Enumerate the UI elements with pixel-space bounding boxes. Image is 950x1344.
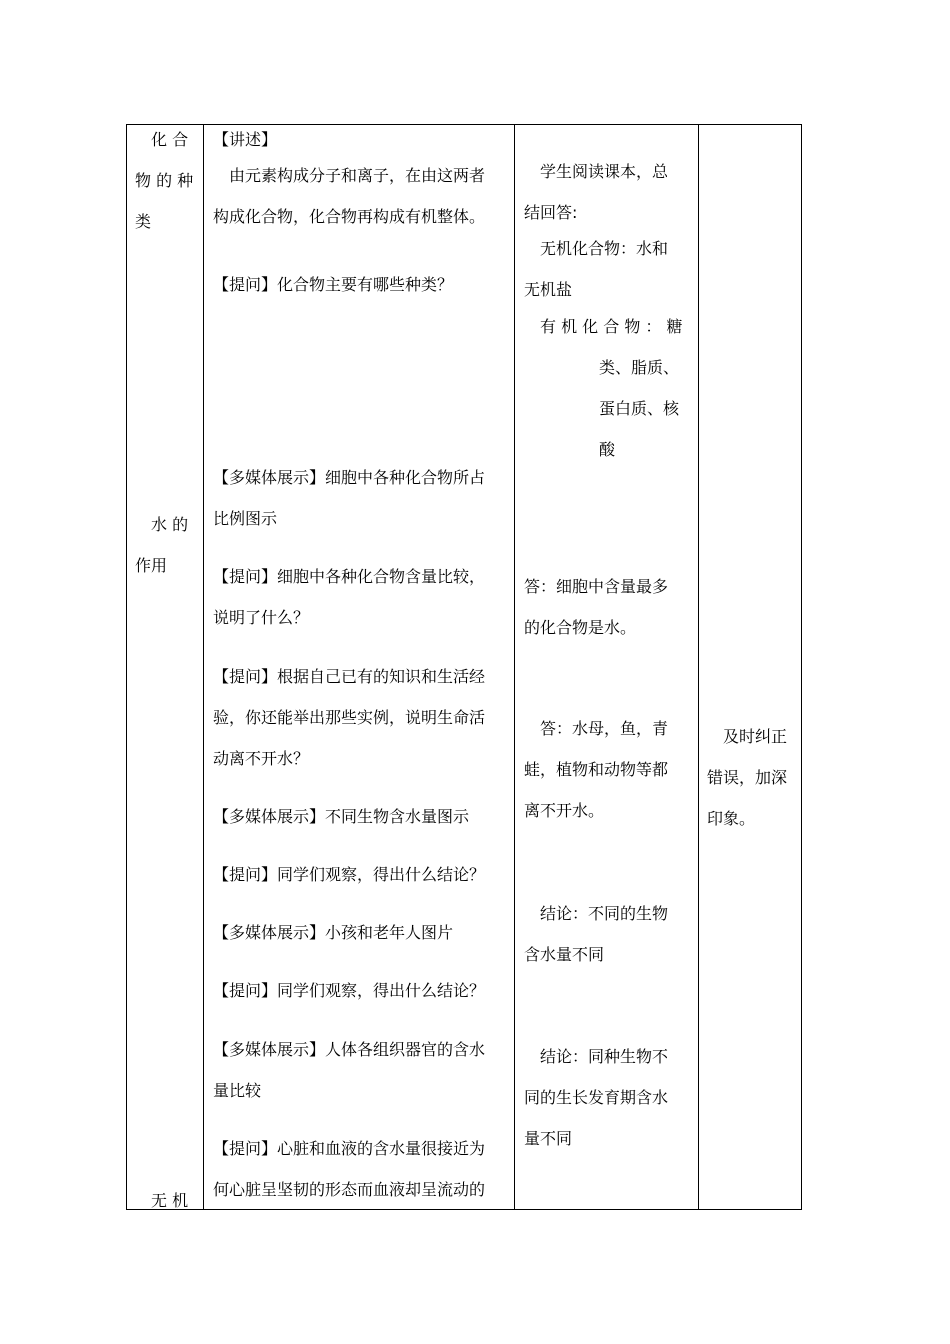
teacher-text: 【多媒体展示】不同生物含水量图示: [213, 807, 470, 826]
topic-label: 化 合: [151, 130, 189, 149]
teacher-text: 【提问】心脏和血液的含水量很接近为: [213, 1139, 486, 1158]
teacher-text: 【多媒体展示】小孩和老年人图片: [213, 923, 454, 942]
teacher-text: 比例图示: [213, 509, 278, 528]
student-text: 离不开水。: [524, 801, 605, 820]
teacher-text: 【提问】细胞中各种化合物含量比较，: [213, 567, 486, 586]
student-text: 结回答:: [524, 203, 578, 222]
student-text: 量不同: [524, 1129, 573, 1148]
teacher-text: 【提问】同学们观察，得出什么结论？: [213, 981, 486, 1000]
column-divider: [203, 125, 204, 1209]
student-text: 学生阅读课本，总: [540, 162, 669, 181]
intent-text: 错误，加深: [707, 768, 788, 787]
topic-label: 作用: [135, 556, 168, 575]
topic-label: 物 的 种: [135, 171, 194, 190]
teacher-text: 何心脏呈坚韧的形态而血液却呈流动的: [213, 1180, 486, 1199]
teacher-text: 构成化合物，化合物再构成有机整体。: [213, 207, 486, 226]
student-text: 答：细胞中含量最多: [524, 577, 669, 596]
student-text: 酸: [599, 440, 616, 459]
teacher-text: 验，你还能举出那些实例，说明生命活: [213, 708, 486, 727]
student-text: 类、脂质、: [599, 358, 680, 377]
student-text: 有 机 化 合 物 ： 糖: [540, 317, 683, 336]
topic-label: 无 机: [151, 1191, 189, 1210]
column-divider: [514, 125, 515, 1209]
teacher-text: 动离不开水？: [213, 749, 310, 768]
teacher-text: 【提问】同学们观察，得出什么结论？: [213, 865, 486, 884]
student-text: 结论：不同的生物: [540, 904, 669, 923]
topic-label: 水 的: [151, 515, 189, 534]
student-text: 无机盐: [524, 280, 573, 299]
student-text: 含水量不同: [524, 945, 605, 964]
teacher-text: 【多媒体展示】人体各组织器官的含水: [213, 1040, 486, 1059]
lesson-plan-table: [126, 124, 802, 1210]
student-text: 答：水母，鱼，青: [540, 719, 669, 738]
intent-text: 及时纠正: [723, 727, 788, 746]
student-text: 蛙，植物和动物等都: [524, 760, 669, 779]
student-text: 同的生长发育期含水: [524, 1088, 669, 1107]
student-text: 无机化合物：水和: [540, 239, 669, 258]
teacher-text: 【提问】根据自己已有的知识和生活经: [213, 667, 486, 686]
student-text: 结论：同种生物不: [540, 1047, 669, 1066]
column-divider: [698, 125, 699, 1209]
teacher-text: 【讲述】: [213, 130, 278, 149]
teacher-text: 【多媒体展示】细胞中各种化合物所占: [213, 468, 486, 487]
teacher-text: 【提问】化合物主要有哪些种类？: [213, 275, 454, 294]
student-text: 的化合物是水。: [524, 618, 637, 637]
teacher-text: 由元素构成分子和离子，在由这两者: [229, 166, 486, 185]
topic-label: 类: [135, 212, 152, 231]
student-text: 蛋白质、核: [599, 399, 680, 418]
teacher-text: 量比较: [213, 1081, 262, 1100]
intent-text: 印象。: [707, 809, 756, 828]
teacher-text: 说明了什么？: [213, 608, 310, 627]
